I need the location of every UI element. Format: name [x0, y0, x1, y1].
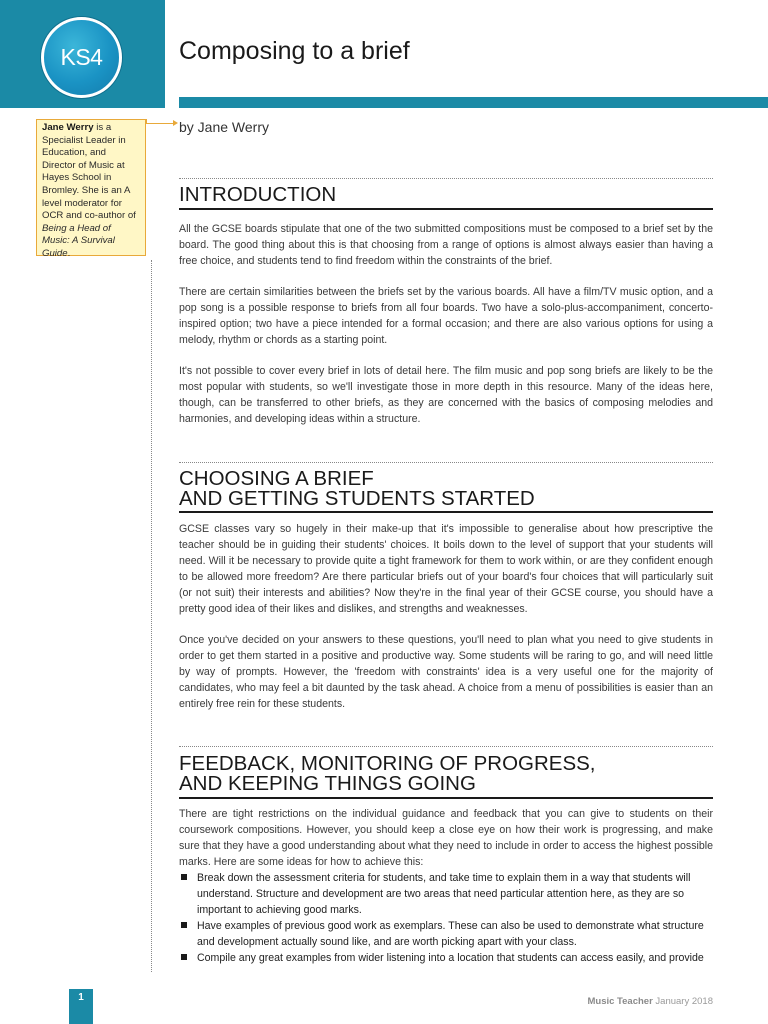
- section-heading-rule: [179, 797, 713, 799]
- margin-dotted-line: [151, 260, 152, 972]
- page-title: Composing to a brief: [179, 37, 410, 65]
- heading-line-2: AND KEEPING THINGS GOING: [179, 772, 476, 795]
- section-heading-introduction: INTRODUCTION: [179, 183, 337, 206]
- list-item: Have examples of previous good work as exemplars. These can also be used to demonstrate what structure and development actually sound like, and are worth picking apart with your class.: [179, 918, 713, 950]
- publication-date: January 2018: [652, 996, 713, 1007]
- author-bio-text: is a Specialist Leader in Education, and Director of Music at Hayes School in Bromley. She is an A level moderator for OCR and co-author of: [42, 122, 136, 222]
- section-heading-rule: [179, 511, 713, 513]
- byline: by Jane Werry: [179, 119, 269, 135]
- section-divider-dots: [179, 178, 713, 179]
- list-item: Compile any great examples from wider listening into a location that students can access easily, and provide: [179, 950, 713, 966]
- author-name: Jane Werry: [42, 122, 94, 133]
- author-book-title: Being a Head of Music: A Survival Guide: [42, 222, 115, 259]
- page-number-tab: [69, 989, 93, 1024]
- intro-paragraph-3: It's not possible to cover every brief in lots of detail here. The film music and pop song briefs are likely to be the most popular with students, so we'll investigate those in more depth in this resource. Many of the ideas here, though, can be transferred to other briefs, as they are concerned with the basics of composing melodies and harmonies, and developing ideas within a structure.: [179, 365, 713, 425]
- title-underline-bar: [179, 97, 768, 108]
- section-heading-choosing: [179, 469, 535, 509]
- feedback-paragraph-1: There are tight restrictions on the individual guidance and feedback that you can give to students on their coursework compositions. However, you should keep a close eye on how their work is progressing, and make sure that they have a good understanding about what they need to include in order to access the highest possible marks. Here are some ideas for how to achieve this:: [179, 808, 713, 868]
- feedback-bullet-list: [179, 870, 713, 966]
- choosing-paragraph-1: GCSE classes vary so hugely in their make-up that it's impossible to generalise about how prescriptive the teacher should be in guiding their students' choices. It boils down to the level of support that your students will need. Will it be necessary to provide quite a tight framework for them to work within, or are they confident enough to be allowed more freedom? Are there particular briefs out of your board's four choices that will particularly suit (or not suit) their interests and abilities? Now they're in the final year of their GCSE course, you should have a pretty good idea of their likes and dislikes, and strengths and weaknesses.: [179, 523, 713, 615]
- footer-credit: [587, 996, 713, 1007]
- heading-line-2: AND GETTING STUDENTS STARTED: [179, 487, 535, 510]
- author-bio-end: .: [67, 247, 71, 259]
- intro-paragraph-1: All the GCSE boards stipulate that one of the two submitted compositions must be composed to a brief set by the board. The good thing about this is that choosing from a range of options is almost always easier than having a free choice, and students tend to find freedom within the constraints of the brief.: [179, 223, 713, 267]
- intro-paragraph-2: There are certain similarities between the briefs set by the various boards. All have a film/TV music option, and a pop song is a possible response to briefs from all four boards. Two have a solo-plus-accompaniment, concerto-inspired option; two have a piece intended for a formal occasion; and there are also various options for using a melody, rhythm or chords as a starting point.: [179, 286, 713, 346]
- author-bio-box: [36, 119, 146, 259]
- section-divider-dots: [179, 746, 713, 747]
- section-heading-feedback: [179, 754, 596, 794]
- section-heading-rule: [179, 208, 713, 210]
- publication-name: Music Teacher: [587, 996, 653, 1007]
- list-item: Break down the assessment criteria for students, and take time to explain them in a way that students will understand. Structure and development are two areas that need particular attention here, as they are so important to achieving good marks.: [179, 870, 713, 918]
- heading-line-1: CHOOSING A BRIEF: [179, 467, 374, 490]
- author-connector-arrow: [146, 123, 174, 124]
- badge-label: KS4: [60, 44, 103, 70]
- heading-line-1: FEEDBACK, MONITORING OF PROGRESS,: [179, 752, 596, 775]
- section-divider-dots: [179, 462, 713, 463]
- choosing-paragraph-2: Once you've decided on your answers to these questions, you'll need to plan what you need to give students in order to get them started in a positive and productive way. Some students will be raring to go, and will need little by way of prompts. However, the 'freedom with constraints' idea is a very useful one for the majority of candidates, who may feel a bit daunted by the task ahead. A choice from a menu of possibilities is easier than an entirely free rein for these students.: [179, 634, 713, 710]
- page-number: 1: [78, 992, 84, 1003]
- key-stage-badge: [41, 17, 122, 98]
